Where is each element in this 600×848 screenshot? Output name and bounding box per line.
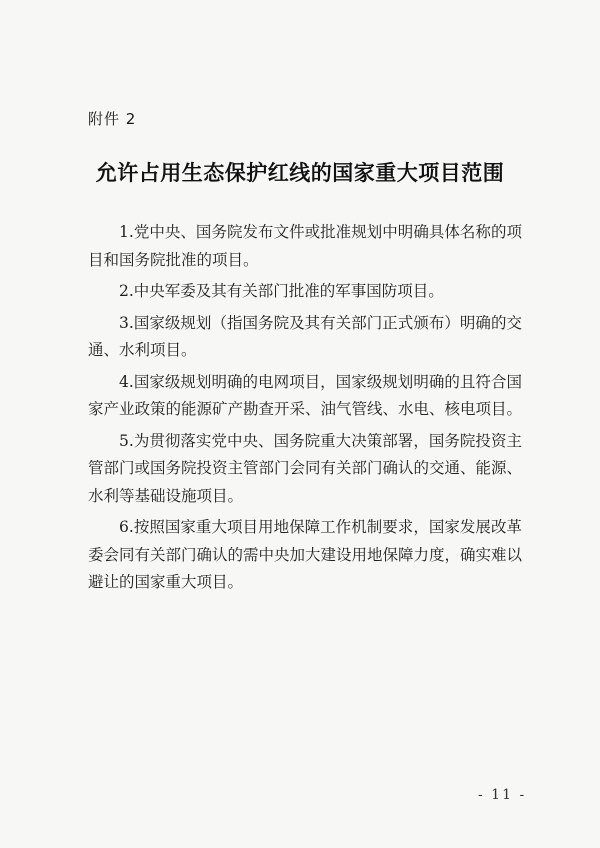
list-item: 3.国家级规划（指国务院及其有关部门正式颁布）明确的交通、水利项目。 xyxy=(88,313,522,359)
document-body xyxy=(88,219,522,601)
attachment-label: 附件 2 xyxy=(88,110,137,128)
list-item: 2.中央军委及其有关部门批准的军事国防项目。 xyxy=(119,282,444,300)
list-item: 5.为贯彻落实党中央、国务院重大决策部署，国务院投资主管部门或国务院投资主管部门会同有关部门确认的交通、能源、水利等基础设施项目。 xyxy=(88,431,523,505)
list-item: 1.党中央、国务院发布文件或批准规划中明确具体名称的项目和国务院批准的项目。 xyxy=(88,223,522,269)
page-number: - 11 - xyxy=(478,787,527,803)
list-item: 6.按照国家重大项目用地保障工作机制要求，国家发展改革委会同有关部门确认的需中央加大建设用地保障力度，确实难以避让的国家重大项目。 xyxy=(88,518,523,591)
list-item: 4.国家级规划明确的电网项目，国家级规划明确的且符合国家产业政策的能源矿产勘查开采、油气管线、水电、核电项目。 xyxy=(88,372,523,418)
page-title: 允许占用生态保护红线的国家重大项目范围 xyxy=(95,161,505,185)
